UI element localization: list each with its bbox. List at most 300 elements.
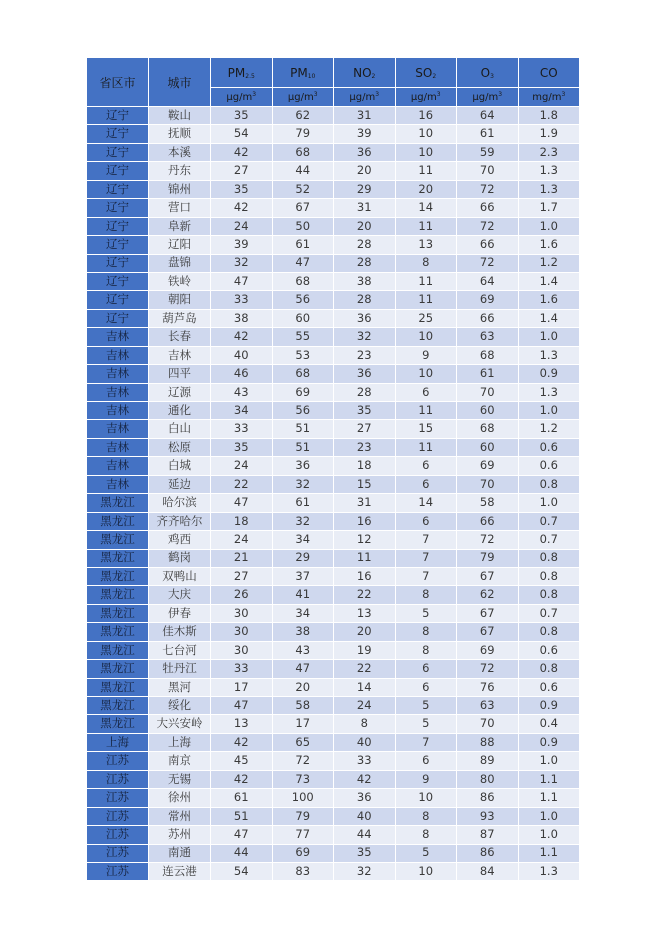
cell-pm10: 52	[272, 180, 334, 198]
cell-co: 1.3	[518, 162, 580, 180]
cell-pm10: 72	[272, 752, 334, 770]
cell-province: 江苏	[87, 807, 149, 825]
cell-city: 徐州	[149, 789, 211, 807]
cell-co: 0.9	[518, 733, 580, 751]
cell-so2: 8	[395, 254, 457, 272]
cell-o3: 86	[457, 789, 519, 807]
cell-o3: 72	[457, 254, 519, 272]
cell-province: 吉林	[87, 402, 149, 420]
cell-province: 吉林	[87, 457, 149, 475]
table-row	[87, 641, 580, 659]
header-pm25: PM2.5	[211, 58, 273, 88]
cell-pm25: 30	[211, 604, 273, 622]
cell-province: 黑龙江	[87, 678, 149, 696]
cell-pm10: 38	[272, 623, 334, 641]
cell-city: 通化	[149, 402, 211, 420]
cell-co: 1.2	[518, 254, 580, 272]
cell-o3: 80	[457, 770, 519, 788]
cell-co: 0.8	[518, 549, 580, 567]
cell-so2: 11	[395, 217, 457, 235]
cell-pm25: 17	[211, 678, 273, 696]
table-row	[87, 438, 580, 456]
cell-co: 1.1	[518, 770, 580, 788]
table-row	[87, 420, 580, 438]
table-row	[87, 309, 580, 327]
cell-co: 2.3	[518, 143, 580, 161]
cell-pm25: 42	[211, 143, 273, 161]
cell-so2: 8	[395, 641, 457, 659]
cell-pm25: 42	[211, 199, 273, 217]
cell-pm25: 26	[211, 586, 273, 604]
cell-province: 江苏	[87, 752, 149, 770]
cell-province: 辽宁	[87, 236, 149, 254]
cell-city: 上海	[149, 733, 211, 751]
table-body	[87, 107, 580, 881]
cell-pm25: 30	[211, 641, 273, 659]
cell-so2: 7	[395, 567, 457, 585]
cell-province: 黑龙江	[87, 531, 149, 549]
cell-pm10: 55	[272, 328, 334, 346]
cell-co: 0.6	[518, 641, 580, 659]
cell-so2: 15	[395, 420, 457, 438]
cell-province: 辽宁	[87, 291, 149, 309]
table-row	[87, 567, 580, 585]
cell-pm10: 61	[272, 494, 334, 512]
table-row	[87, 826, 580, 844]
cell-o3: 59	[457, 143, 519, 161]
cell-o3: 67	[457, 604, 519, 622]
cell-so2: 11	[395, 402, 457, 420]
cell-co: 0.6	[518, 678, 580, 696]
cell-pm25: 42	[211, 733, 273, 751]
cell-city: 牡丹江	[149, 660, 211, 678]
cell-no2: 31	[334, 494, 396, 512]
cell-pm10: 100	[272, 789, 334, 807]
cell-province: 江苏	[87, 789, 149, 807]
cell-o3: 66	[457, 199, 519, 217]
cell-o3: 64	[457, 272, 519, 290]
cell-no2: 13	[334, 604, 396, 622]
cell-o3: 72	[457, 217, 519, 235]
cell-pm25: 44	[211, 844, 273, 862]
cell-pm25: 42	[211, 328, 273, 346]
cell-pm10: 50	[272, 217, 334, 235]
cell-so2: 6	[395, 660, 457, 678]
cell-so2: 6	[395, 383, 457, 401]
cell-pm10: 69	[272, 383, 334, 401]
cell-province: 黑龙江	[87, 494, 149, 512]
cell-no2: 31	[334, 107, 396, 125]
cell-pm10: 62	[272, 107, 334, 125]
cell-so2: 10	[395, 862, 457, 880]
cell-pm10: 37	[272, 567, 334, 585]
table-row	[87, 383, 580, 401]
table-row	[87, 807, 580, 825]
cell-no2: 35	[334, 844, 396, 862]
cell-pm25: 35	[211, 107, 273, 125]
cell-co: 0.8	[518, 475, 580, 493]
cell-city: 常州	[149, 807, 211, 825]
cell-pm25: 47	[211, 826, 273, 844]
cell-city: 南通	[149, 844, 211, 862]
cell-o3: 63	[457, 697, 519, 715]
cell-province: 辽宁	[87, 272, 149, 290]
cell-city: 哈尔滨	[149, 494, 211, 512]
cell-co: 0.9	[518, 697, 580, 715]
cell-pm10: 56	[272, 291, 334, 309]
cell-province: 辽宁	[87, 162, 149, 180]
cell-province: 黑龙江	[87, 641, 149, 659]
cell-city: 本溪	[149, 143, 211, 161]
cell-o3: 69	[457, 291, 519, 309]
cell-co: 1.0	[518, 752, 580, 770]
cell-o3: 68	[457, 420, 519, 438]
cell-no2: 20	[334, 162, 396, 180]
cell-co: 0.7	[518, 531, 580, 549]
cell-so2: 25	[395, 309, 457, 327]
cell-so2: 10	[395, 125, 457, 143]
cell-province: 吉林	[87, 328, 149, 346]
cell-co: 0.9	[518, 365, 580, 383]
cell-city: 佳木斯	[149, 623, 211, 641]
cell-co: 0.6	[518, 457, 580, 475]
table-row	[87, 862, 580, 880]
unit-pm25: $\mu g/m^3$	[211, 88, 273, 107]
cell-no2: 40	[334, 807, 396, 825]
table-row	[87, 328, 580, 346]
cell-province: 辽宁	[87, 143, 149, 161]
table-row	[87, 125, 580, 143]
cell-city: 吉林	[149, 346, 211, 364]
header-row-pollutants	[87, 58, 580, 88]
cell-province: 黑龙江	[87, 586, 149, 604]
cell-province: 辽宁	[87, 217, 149, 235]
cell-province: 黑龙江	[87, 697, 149, 715]
cell-province: 江苏	[87, 826, 149, 844]
cell-no2: 22	[334, 586, 396, 604]
cell-co: 0.8	[518, 567, 580, 585]
cell-pm25: 47	[211, 272, 273, 290]
cell-no2: 20	[334, 217, 396, 235]
cell-so2: 10	[395, 789, 457, 807]
cell-o3: 87	[457, 826, 519, 844]
cell-so2: 11	[395, 291, 457, 309]
cell-city: 铁岭	[149, 272, 211, 290]
cell-city: 延边	[149, 475, 211, 493]
cell-so2: 11	[395, 272, 457, 290]
cell-pm25: 24	[211, 531, 273, 549]
cell-no2: 35	[334, 402, 396, 420]
table-row	[87, 678, 580, 696]
cell-province: 黑龙江	[87, 623, 149, 641]
cell-no2: 14	[334, 678, 396, 696]
cell-o3: 69	[457, 641, 519, 659]
cell-city: 鹤岗	[149, 549, 211, 567]
cell-city: 锦州	[149, 180, 211, 198]
cell-pm10: 67	[272, 199, 334, 217]
cell-so2: 11	[395, 162, 457, 180]
cell-co: 1.3	[518, 180, 580, 198]
cell-pm10: 43	[272, 641, 334, 659]
cell-pm25: 27	[211, 162, 273, 180]
cell-pm25: 21	[211, 549, 273, 567]
cell-city: 大兴安岭	[149, 715, 211, 733]
cell-pm25: 24	[211, 217, 273, 235]
cell-city: 鞍山	[149, 107, 211, 125]
cell-no2: 12	[334, 531, 396, 549]
cell-co: 1.4	[518, 272, 580, 290]
cell-pm25: 13	[211, 715, 273, 733]
cell-pm10: 47	[272, 660, 334, 678]
header-so2: SO2	[395, 58, 457, 88]
cell-city: 辽源	[149, 383, 211, 401]
cell-no2: 28	[334, 383, 396, 401]
cell-province: 吉林	[87, 383, 149, 401]
cell-pm10: 60	[272, 309, 334, 327]
cell-co: 1.1	[518, 789, 580, 807]
cell-co: 1.6	[518, 291, 580, 309]
cell-so2: 8	[395, 807, 457, 825]
cell-pm25: 40	[211, 346, 273, 364]
unit-o3: $\mu g/m^3$	[457, 88, 519, 107]
cell-city: 七台河	[149, 641, 211, 659]
cell-no2: 11	[334, 549, 396, 567]
cell-pm10: 56	[272, 402, 334, 420]
cell-city: 白山	[149, 420, 211, 438]
cell-no2: 33	[334, 752, 396, 770]
cell-o3: 86	[457, 844, 519, 862]
cell-pm10: 51	[272, 438, 334, 456]
cell-province: 吉林	[87, 438, 149, 456]
cell-city: 丹东	[149, 162, 211, 180]
cell-pm25: 39	[211, 236, 273, 254]
cell-pm25: 33	[211, 291, 273, 309]
cell-province: 黑龙江	[87, 512, 149, 530]
cell-so2: 8	[395, 623, 457, 641]
cell-co: 0.4	[518, 715, 580, 733]
cell-so2: 9	[395, 346, 457, 364]
cell-pm25: 54	[211, 125, 273, 143]
cell-province: 辽宁	[87, 180, 149, 198]
cell-no2: 32	[334, 328, 396, 346]
cell-pm10: 73	[272, 770, 334, 788]
table-row	[87, 217, 580, 235]
cell-co: 1.0	[518, 217, 580, 235]
cell-pm10: 68	[272, 272, 334, 290]
cell-province: 辽宁	[87, 199, 149, 217]
cell-so2: 13	[395, 236, 457, 254]
cell-pm10: 53	[272, 346, 334, 364]
cell-pm10: 29	[272, 549, 334, 567]
table-row	[87, 254, 580, 272]
cell-so2: 10	[395, 328, 457, 346]
cell-pm25: 34	[211, 402, 273, 420]
cell-city: 白城	[149, 457, 211, 475]
cell-pm10: 77	[272, 826, 334, 844]
cell-pm10: 69	[272, 844, 334, 862]
cell-city: 大庆	[149, 586, 211, 604]
table-row	[87, 457, 580, 475]
cell-co: 0.8	[518, 586, 580, 604]
table-row	[87, 789, 580, 807]
cell-o3: 70	[457, 475, 519, 493]
cell-city: 齐齐哈尔	[149, 512, 211, 530]
cell-city: 辽阳	[149, 236, 211, 254]
cell-o3: 84	[457, 862, 519, 880]
cell-co: 1.6	[518, 236, 580, 254]
cell-pm25: 46	[211, 365, 273, 383]
table-row	[87, 236, 580, 254]
cell-pm10: 61	[272, 236, 334, 254]
cell-pm25: 33	[211, 420, 273, 438]
cell-no2: 44	[334, 826, 396, 844]
cell-pm10: 44	[272, 162, 334, 180]
cell-no2: 28	[334, 291, 396, 309]
cell-pm25: 47	[211, 697, 273, 715]
table-header	[87, 58, 580, 107]
cell-province: 吉林	[87, 475, 149, 493]
cell-city: 双鸭山	[149, 567, 211, 585]
cell-no2: 23	[334, 346, 396, 364]
cell-o3: 76	[457, 678, 519, 696]
cell-no2: 23	[334, 438, 396, 456]
table-row	[87, 494, 580, 512]
cell-pm25: 54	[211, 862, 273, 880]
cell-pm25: 24	[211, 457, 273, 475]
cell-pm25: 22	[211, 475, 273, 493]
cell-o3: 89	[457, 752, 519, 770]
cell-pm10: 47	[272, 254, 334, 272]
table-row	[87, 844, 580, 862]
cell-no2: 19	[334, 641, 396, 659]
cell-no2: 40	[334, 733, 396, 751]
table-row	[87, 752, 580, 770]
table-row	[87, 272, 580, 290]
cell-o3: 64	[457, 107, 519, 125]
cell-co: 1.3	[518, 862, 580, 880]
cell-no2: 15	[334, 475, 396, 493]
cell-so2: 6	[395, 678, 457, 696]
cell-co: 0.8	[518, 660, 580, 678]
cell-city: 盘锦	[149, 254, 211, 272]
cell-so2: 9	[395, 770, 457, 788]
cell-o3: 66	[457, 512, 519, 530]
cell-o3: 72	[457, 660, 519, 678]
cell-o3: 88	[457, 733, 519, 751]
cell-province: 江苏	[87, 862, 149, 880]
table-row	[87, 604, 580, 622]
cell-so2: 16	[395, 107, 457, 125]
cell-pm10: 68	[272, 365, 334, 383]
cell-so2: 5	[395, 604, 457, 622]
cell-co: 0.7	[518, 512, 580, 530]
cell-co: 1.0	[518, 328, 580, 346]
cell-pm10: 41	[272, 586, 334, 604]
cell-so2: 14	[395, 199, 457, 217]
cell-province: 辽宁	[87, 254, 149, 272]
cell-city: 葫芦岛	[149, 309, 211, 327]
cell-o3: 63	[457, 328, 519, 346]
cell-o3: 61	[457, 365, 519, 383]
cell-pm25: 38	[211, 309, 273, 327]
cell-city: 绥化	[149, 697, 211, 715]
cell-pm25: 42	[211, 770, 273, 788]
cell-so2: 5	[395, 715, 457, 733]
cell-province: 黑龙江	[87, 604, 149, 622]
table-row	[87, 512, 580, 530]
cell-so2: 10	[395, 143, 457, 161]
table-row	[87, 143, 580, 161]
cell-province: 辽宁	[87, 309, 149, 327]
cell-province: 吉林	[87, 420, 149, 438]
header-pm10: PM10	[272, 58, 334, 88]
cell-so2: 11	[395, 438, 457, 456]
cell-city: 无锡	[149, 770, 211, 788]
cell-province: 辽宁	[87, 125, 149, 143]
cell-no2: 36	[334, 789, 396, 807]
cell-no2: 8	[334, 715, 396, 733]
cell-no2: 22	[334, 660, 396, 678]
cell-co: 1.2	[518, 420, 580, 438]
cell-pm10: 32	[272, 475, 334, 493]
cell-pm25: 18	[211, 512, 273, 530]
cell-so2: 10	[395, 365, 457, 383]
cell-so2: 6	[395, 752, 457, 770]
table-row	[87, 199, 580, 217]
table-row	[87, 733, 580, 751]
cell-pm25: 43	[211, 383, 273, 401]
cell-o3: 61	[457, 125, 519, 143]
header-o3: O3	[457, 58, 519, 88]
cell-so2: 20	[395, 180, 457, 198]
cell-co: 1.8	[518, 107, 580, 125]
unit-co: $mg/m^3$	[518, 88, 580, 107]
cell-pm25: 47	[211, 494, 273, 512]
unit-no2: $\mu g/m^3$	[334, 88, 396, 107]
cell-pm25: 35	[211, 438, 273, 456]
cell-o3: 72	[457, 531, 519, 549]
cell-no2: 32	[334, 862, 396, 880]
cell-so2: 6	[395, 512, 457, 530]
cell-city: 南京	[149, 752, 211, 770]
cell-pm10: 79	[272, 125, 334, 143]
cell-pm25: 32	[211, 254, 273, 272]
cell-city: 营口	[149, 199, 211, 217]
unit-pm10: $\mu g/m^3$	[272, 88, 334, 107]
cell-so2: 8	[395, 826, 457, 844]
cell-co: 1.4	[518, 309, 580, 327]
cell-o3: 67	[457, 623, 519, 641]
cell-city: 伊春	[149, 604, 211, 622]
cell-so2: 8	[395, 586, 457, 604]
cell-pm10: 83	[272, 862, 334, 880]
cell-no2: 29	[334, 180, 396, 198]
cell-co: 1.0	[518, 807, 580, 825]
cell-city: 黑河	[149, 678, 211, 696]
cell-province: 辽宁	[87, 107, 149, 125]
cell-co: 1.0	[518, 402, 580, 420]
cell-city: 鸡西	[149, 531, 211, 549]
cell-province: 吉林	[87, 365, 149, 383]
cell-pm25: 35	[211, 180, 273, 198]
table-row	[87, 107, 580, 125]
table-row	[87, 623, 580, 641]
cell-city: 阜新	[149, 217, 211, 235]
cell-no2: 39	[334, 125, 396, 143]
cell-province: 吉林	[87, 346, 149, 364]
cell-no2: 16	[334, 512, 396, 530]
cell-pm10: 51	[272, 420, 334, 438]
